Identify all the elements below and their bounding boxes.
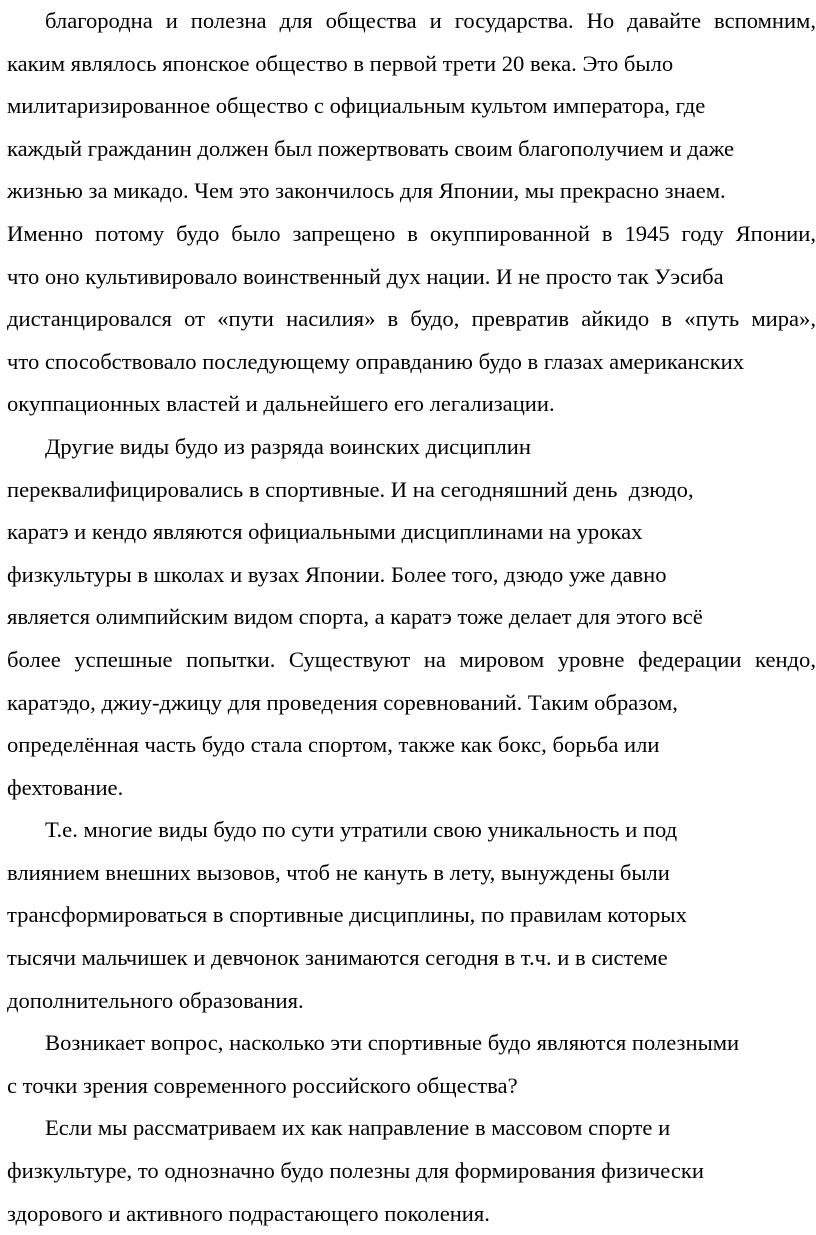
text-line: физкультуры в школах и вузах Японии. Более того, дзюдо уже давно [7,561,667,587]
text-line: здорового и активного подрастающего поколения. [7,1200,490,1226]
text-line: физкультуре, то однозначно будо полезны для формирования физически [7,1158,704,1184]
text-line: определённая часть будо стала спортом, также как бокс, борьба или [7,732,660,758]
document-body [7,0,816,1235]
text-line: тысячи мальчишек и девчонок занимаются сегодня в т.ч. и в системе [7,945,668,971]
text-line: дистанцировался от «пути насилия» в будо, превратив айкидо в «путь мира», [7,306,816,332]
text-line: каждый гражданин должен был пожертвовать своим благополучием и даже [7,135,735,161]
paragraph-p1 [7,0,816,426]
text-line: каратэдо, джиу-джицу для проведения соревнований. Таким образом, [7,689,678,715]
text-line: что способствовало последующему оправданию будо в глазах американских [7,348,745,374]
paragraph-p2 [7,426,816,809]
text-line: каратэ и кендо являются официальными дисциплинами на уроках [7,519,643,545]
text-line: переквалифицировались в спортивные. И на сегодняшний день дзюдо, [7,476,694,502]
text-line: с точки зрения современного российского общества? [7,1072,518,1098]
text-line: влиянием внешних вызовов, чтоб не кануть в лету, вынуждены были [7,859,670,885]
text-line: милитаризированное общество с официальным культом императора, где [7,93,706,119]
text-line: Другие виды будо из разряда воинских дисциплин [45,433,531,459]
text-line: Возникает вопрос, насколько эти спортивные будо являются полезными [45,1030,740,1056]
text-line: Т.е. многие виды будо по сути утратили свою уникальность и под [45,817,678,843]
text-line: Если мы рассматриваем их как направление в массовом спорте и [45,1115,671,1141]
text-line: каким являлось японское общество в первой трети 20 века. Это было [7,50,674,76]
paragraph-p5 [7,1107,816,1235]
text-line: более успешные попытки. Существуют на мировом уровне федерации кендо, [7,646,816,672]
text-line: трансформироваться в спортивные дисциплины, по правилам которых [7,902,687,928]
text-line: что оно культивировало воинственный дух нации. И не просто так Уэсиба [7,263,724,289]
text-line: благородна и полезна для общества и государства. Но давайте вспомним, [45,8,816,33]
text-line: Именно потому будо было запрещено в окуппированной в 1945 году Японии, [7,220,816,246]
paragraph-p4 [7,1022,816,1107]
text-line: окуппационных властей и дальнейшего его легализации. [7,391,555,417]
text-line: является олимпийским видом спорта, а каратэ тоже делает для этого всё [7,604,703,630]
paragraph-p3 [7,809,816,1022]
text-line: дополнительного образования. [7,987,304,1013]
text-line: жизнью за микадо. Чем это закончилось для Японии, мы прекрасно знаем. [7,178,726,204]
text-line: фехтование. [7,774,124,800]
